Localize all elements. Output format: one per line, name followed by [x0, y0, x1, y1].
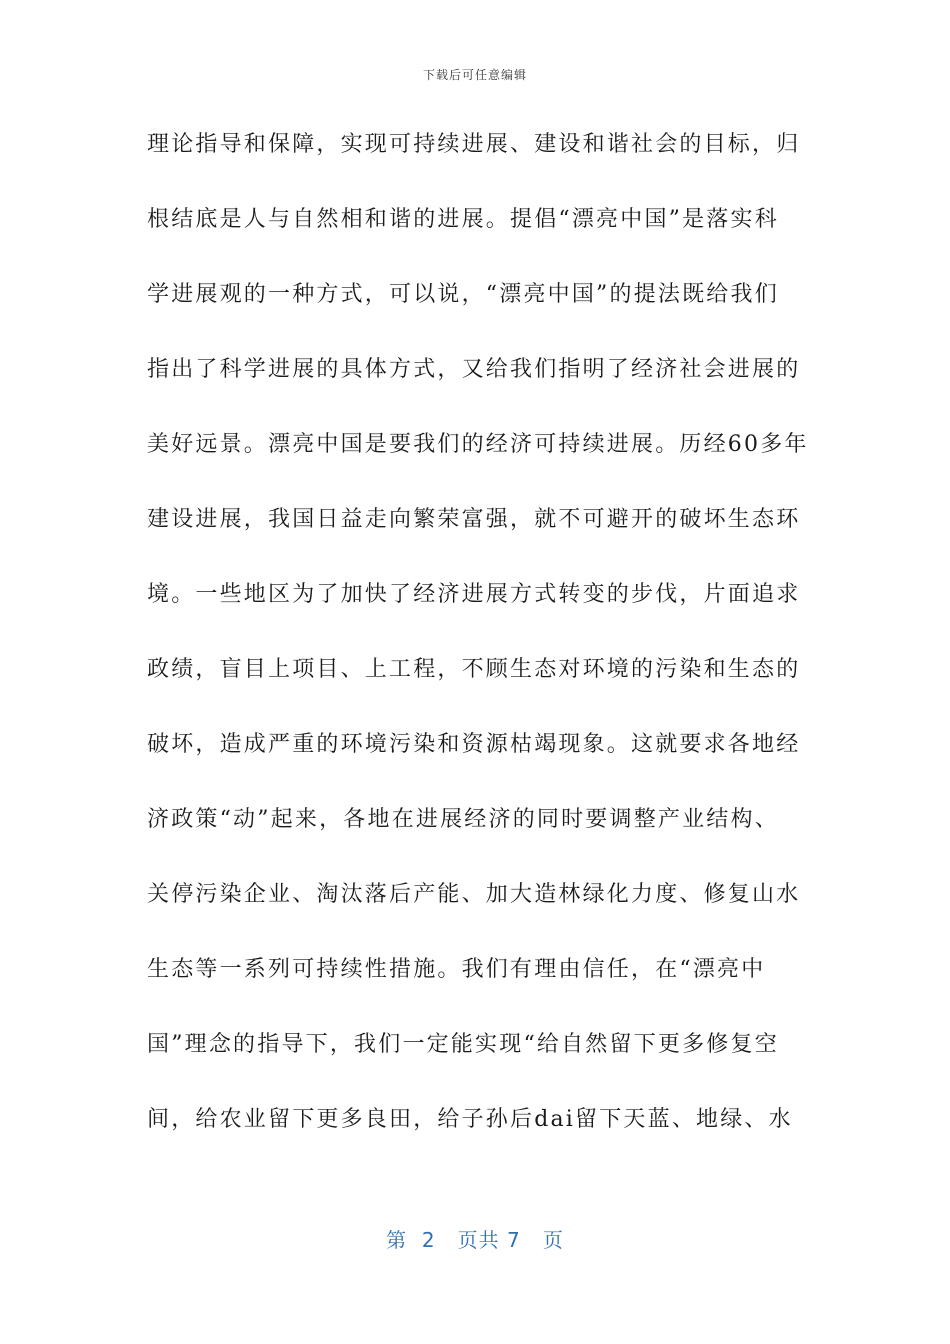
document-body [147, 122, 807, 1172]
text-line: 美好远景。漂亮中国是要我们的经济可持续进展。历经60多年 [147, 432, 809, 457]
page-header: 下载后可任意编辑 [422, 68, 527, 82]
footer-suffix: 页 [542, 1228, 564, 1252]
text-line: 关停污染企业、淘汰落后产能、加大造林绿化力度、修复山水 [147, 882, 801, 907]
text-line: 建设进展，我国日益走向繁荣富强，就不可避开的破坏生态环 [147, 507, 801, 532]
footer-prefix: 第 [386, 1228, 408, 1252]
text-line: 政绩，盲目上项目、上工程，不顾生态对环境的污染和生态的 [147, 657, 801, 682]
text-line: 根结底是人与自然相和谐的进展。提倡“漂亮中国”是落实科 [147, 207, 779, 232]
current-page-number: 2 [421, 1228, 436, 1252]
footer-middle: 页共 [457, 1228, 500, 1252]
text-line: 指出了科学进展的具体方式，又给我们指明了经济社会进展的 [147, 357, 801, 382]
text-line: 境。一些地区为了加快了经济进展方式转变的步伐，片面追求 [147, 582, 801, 607]
text-line: 间，给农业留下更多良田，给子孙后dai留下天蓝、地绿、水 [147, 1107, 793, 1132]
text-line: 济政策“动”起来，各地在进展经济的同时要调整产业结构、 [147, 807, 779, 832]
text-line: 理论指导和保障，实现可持续进展、建设和谐社会的目标，归 [147, 132, 801, 157]
text-line: 学进展观的一种方式，可以说，“漂亮中国”的提法既给我们 [147, 282, 779, 307]
text-line: 生态等一系列可持续性措施。我们有理由信任，在“漂亮中 [147, 957, 766, 982]
text-line: 国”理念的指导下，我们一定能实现“给自然留下更多修复空 [147, 1032, 779, 1057]
total-page-number: 7 [507, 1228, 521, 1252]
text-line: 破坏，造成严重的环境污染和资源枯竭现象。这就要求各地经 [147, 732, 801, 757]
page-number-footer [0, 1224, 950, 1253]
